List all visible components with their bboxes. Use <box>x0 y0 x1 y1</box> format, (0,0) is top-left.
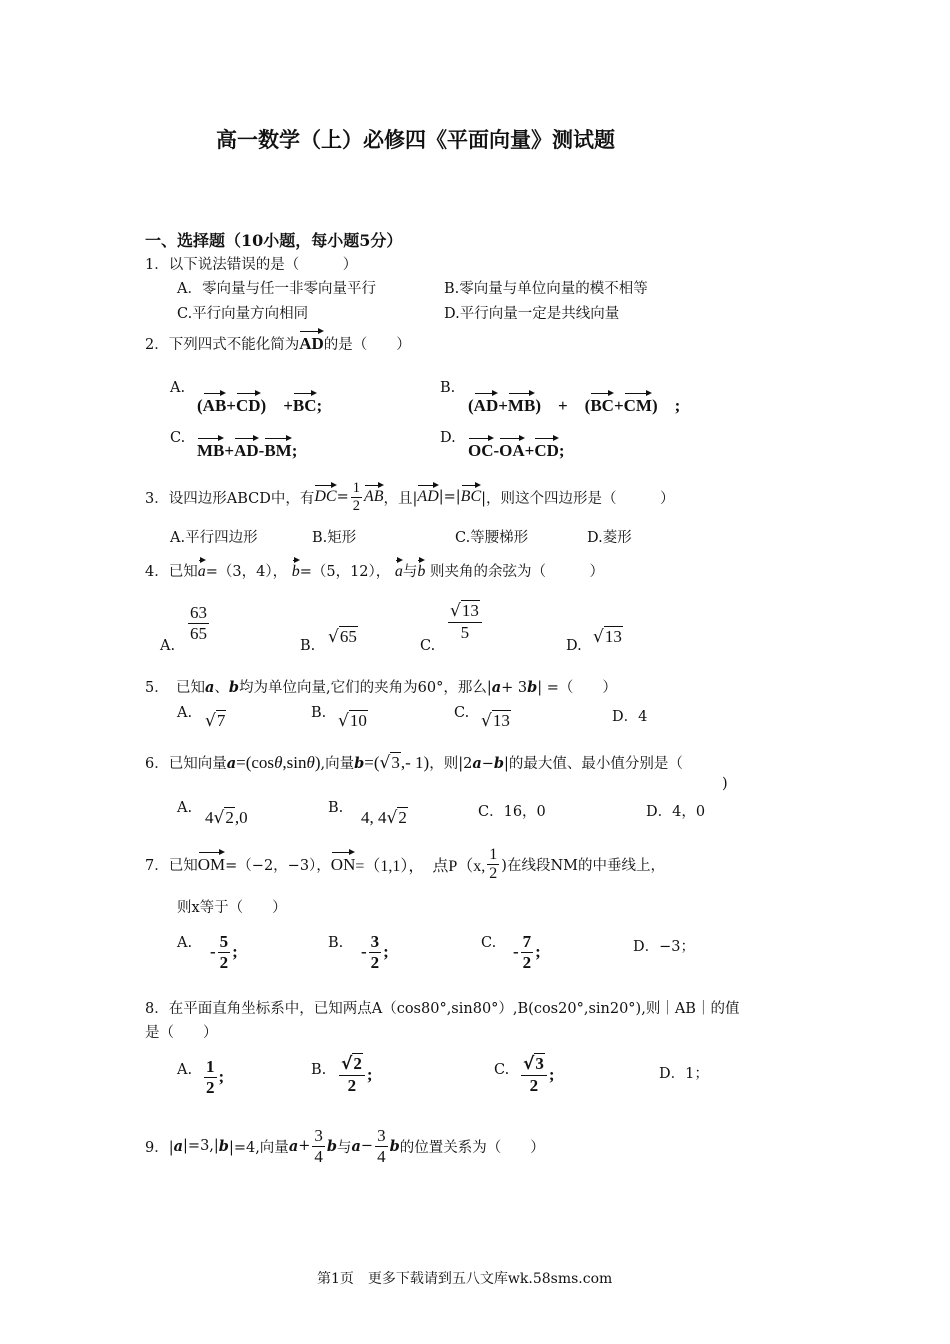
question-4-option-d-value: √13 <box>593 627 622 647</box>
question-2-option-c-expr: MB+AD-BM; <box>197 441 298 460</box>
page-title: 高一数学（上）必修四《平面向量》测试题 <box>216 127 615 152</box>
question-9-stem: 9．| a |=3,| b |=4,向量 a + $\frac{3}{4}$ b 与 a − $\frac{3}{4}$ b 的位置关系为（ ） <box>145 1126 545 1166</box>
question-4-option-a-label: A. <box>160 638 176 654</box>
question-5-option-b-value: √10 <box>338 711 367 731</box>
question-3-option-d: D.菱形 <box>587 530 632 546</box>
question-3-option-b: B.矩形 <box>312 530 357 546</box>
question-4-option-d-label: D. <box>566 638 582 654</box>
section-heading: 一、选择题（10小题，每小题5分） <box>145 231 403 250</box>
question-7-option-a-value: - $\frac{5}{2}$ ; <box>210 932 238 972</box>
question-1-option-b: B.零向量与单位向量的模不相等 <box>444 281 648 297</box>
question-4-option-a-value: $\frac{63}{65}$ <box>190 603 207 643</box>
question-5-option-c-value: √13 <box>481 711 510 731</box>
question-1-option-c: C.平行向量方向相同 <box>177 306 309 322</box>
question-8-option-d: D．1； <box>659 1066 709 1082</box>
question-8-option-a-label: A. <box>177 1062 193 1078</box>
question-7-stem-line2: 则x等于（ ） <box>177 900 287 916</box>
question-7-option-c-value: - $\frac{7}{2}$ ; <box>513 932 541 972</box>
question-5-option-c-label: C. <box>454 705 470 721</box>
question-6-option-d: D．4，0 <box>646 804 706 820</box>
question-2-option-d-expr: OC-OA+CD; <box>468 441 565 460</box>
question-5-option-a-label: A. <box>177 705 193 721</box>
question-2-option-a-label: A. <box>170 380 186 396</box>
question-8-option-b-label: B. <box>311 1062 327 1078</box>
question-6-option-b-value: 4, 4√2 <box>361 808 407 828</box>
question-6-option-b-label: B. <box>328 800 344 816</box>
vector-ad: AD <box>299 334 324 353</box>
question-8-option-c-label: C. <box>494 1062 510 1078</box>
question-6-stem: 6．已知向量a=(cosθ,sinθ),向量b=(√3,- 1)，则|2a−b|的最大值、最小值分别是（ <box>145 753 683 773</box>
question-4-option-c-value: $\frac{√13}{5}$ <box>446 601 484 642</box>
question-7-option-c-label: C. <box>481 935 497 951</box>
question-4-option-c-label: C. <box>420 638 436 654</box>
question-8-option-b-value: $\frac{√2}{2}$ ; <box>341 1054 373 1095</box>
page-footer: 第1页 更多下载请到五八文库wk.58sms.com <box>317 1271 613 1287</box>
question-1-option-d: D.平行向量一定是共线向量 <box>444 306 620 322</box>
question-7-option-b-value: - $\frac{3}{2}$ ; <box>361 932 389 972</box>
question-7-option-a-label: A. <box>177 935 193 951</box>
question-3-option-a: A.平行四边形 <box>170 530 258 546</box>
question-7-option-d: D．−3； <box>633 939 696 955</box>
question-4-stem: 4．已知a=（3，4）， b=（5，12）， a与b 则夹角的余弦为（ ） <box>145 563 604 580</box>
question-5-option-b-label: B. <box>311 705 327 721</box>
question-6-stem-close: ) <box>722 776 728 792</box>
question-3-option-c: C.等腰梯形 <box>455 530 529 546</box>
question-4-option-b-value: √65 <box>328 627 357 647</box>
question-2-option-a-expr: (AB+CD) +BC; <box>197 396 323 415</box>
question-3-stem: 3．设四边形ABCD中，有 DC = $\frac{1}{2}$ AB ，且| AD |=| BC |，则这个四边形是（ ） <box>145 480 675 514</box>
question-8-option-c-value: $\frac{√3}{2}$ ; <box>523 1054 555 1095</box>
question-4-option-b-label: B. <box>300 638 316 654</box>
question-1-option-a: A．零向量与任一非零向量平行 <box>177 281 376 297</box>
question-2-option-c-label: C. <box>170 430 186 446</box>
question-2-stem: 2．下列四式不能化简为AD的是（ ） <box>145 334 411 353</box>
question-6-option-a-label: A. <box>177 800 193 816</box>
question-8-option-a-value: $\frac{1}{2}$ ; <box>206 1057 225 1097</box>
question-6-option-c: C．16，0 <box>478 804 546 820</box>
question-5-option-a-value: √7 <box>205 711 226 731</box>
question-8-stem-line2: 是（ ） <box>145 1025 218 1041</box>
question-7-option-b-label: B. <box>328 935 344 951</box>
question-8-stem-line1: 8．在平面直角坐标系中，已知两点A（cos80°,sin80°）,B(cos20°,sin20°),则｜AB｜的值 <box>145 1001 740 1017</box>
question-1-stem: 1．以下说法错误的是（ ） <box>145 257 358 273</box>
question-5-stem: 5． 已知a、b均为单位向量,它们的夹角为60°，那么|a+ 3b| =（ ） <box>145 679 617 696</box>
question-2-option-b-label: B. <box>440 380 456 396</box>
question-7-stem: 7．已知 OM =（−2，−3）， ON =（1,1）， 点P（x, $\frac{1}{2}$ )在线段NM的中垂线上， <box>145 846 665 883</box>
question-6-option-a-value: 4√2,0 <box>205 808 248 828</box>
question-2-option-d-label: D. <box>440 430 456 446</box>
question-2-option-b-expr: (AD+MB) + (BC+CM) ; <box>468 396 681 415</box>
question-5-option-d: D．4 <box>612 709 648 725</box>
